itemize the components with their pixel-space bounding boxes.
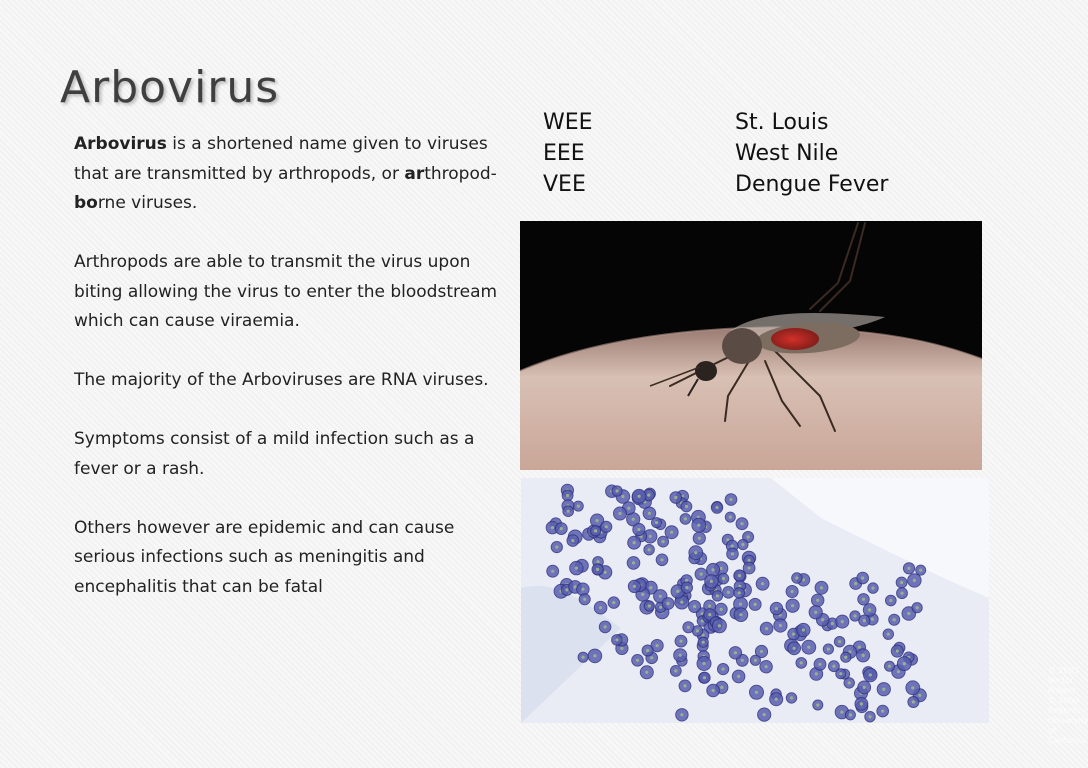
photo-credit-line: © 2000 Regents - University of California <box>1048 696 1088 745</box>
micrograph-photo <box>521 478 989 723</box>
paragraph-rna: The majority of the Arboviruses are RNA viruses. <box>74 370 489 390</box>
slide-title: Arbovirus <box>60 62 280 113</box>
virus-abbrev: VEE <box>543 172 586 197</box>
photo-credit <box>1048 666 1088 746</box>
virus-row <box>543 169 888 200</box>
thropod-text: thropod- <box>424 163 497 184</box>
virus-micrograph <box>521 478 989 723</box>
ar-emphasis: ar <box>404 163 425 184</box>
rne-text: rne viruses. <box>97 193 198 213</box>
virus-list <box>543 107 888 200</box>
virus-name: Dengue Fever <box>735 172 889 197</box>
intro-text: is a shortened name given to viruses that are transmitted by arthropods, or <box>74 134 488 184</box>
virus-row <box>543 138 888 169</box>
virus-abbrev: WEE <box>543 110 593 135</box>
bo-emphasis: bo <box>74 193 98 213</box>
paragraph-symptoms: Symptoms consist of a mild infection such as a fever or a rash. <box>74 429 475 479</box>
virus-name: West Nile <box>735 141 839 166</box>
paragraph-transmission: Arthropods are able to transmit the virus upon biting allowing the virus to enter the bloodstream which can cause viraemia. <box>74 252 498 331</box>
intro-paragraph <box>74 130 504 219</box>
mosquito-illustration <box>520 221 982 470</box>
virus-name: St. Louis <box>735 110 829 135</box>
slide-body <box>74 130 504 632</box>
arbovirus-term: Arbovirus <box>74 134 167 154</box>
photo-credit-line: © 2003 Vector Project <box>1048 666 1079 695</box>
paragraph-epidemic: Others however are epidemic and can cause serious infections such as meningitis and encephalitis that can be fatal <box>74 517 455 597</box>
virus-row <box>543 107 888 138</box>
virus-abbrev: EEE <box>543 141 585 166</box>
mosquito-photo <box>520 221 1088 745</box>
